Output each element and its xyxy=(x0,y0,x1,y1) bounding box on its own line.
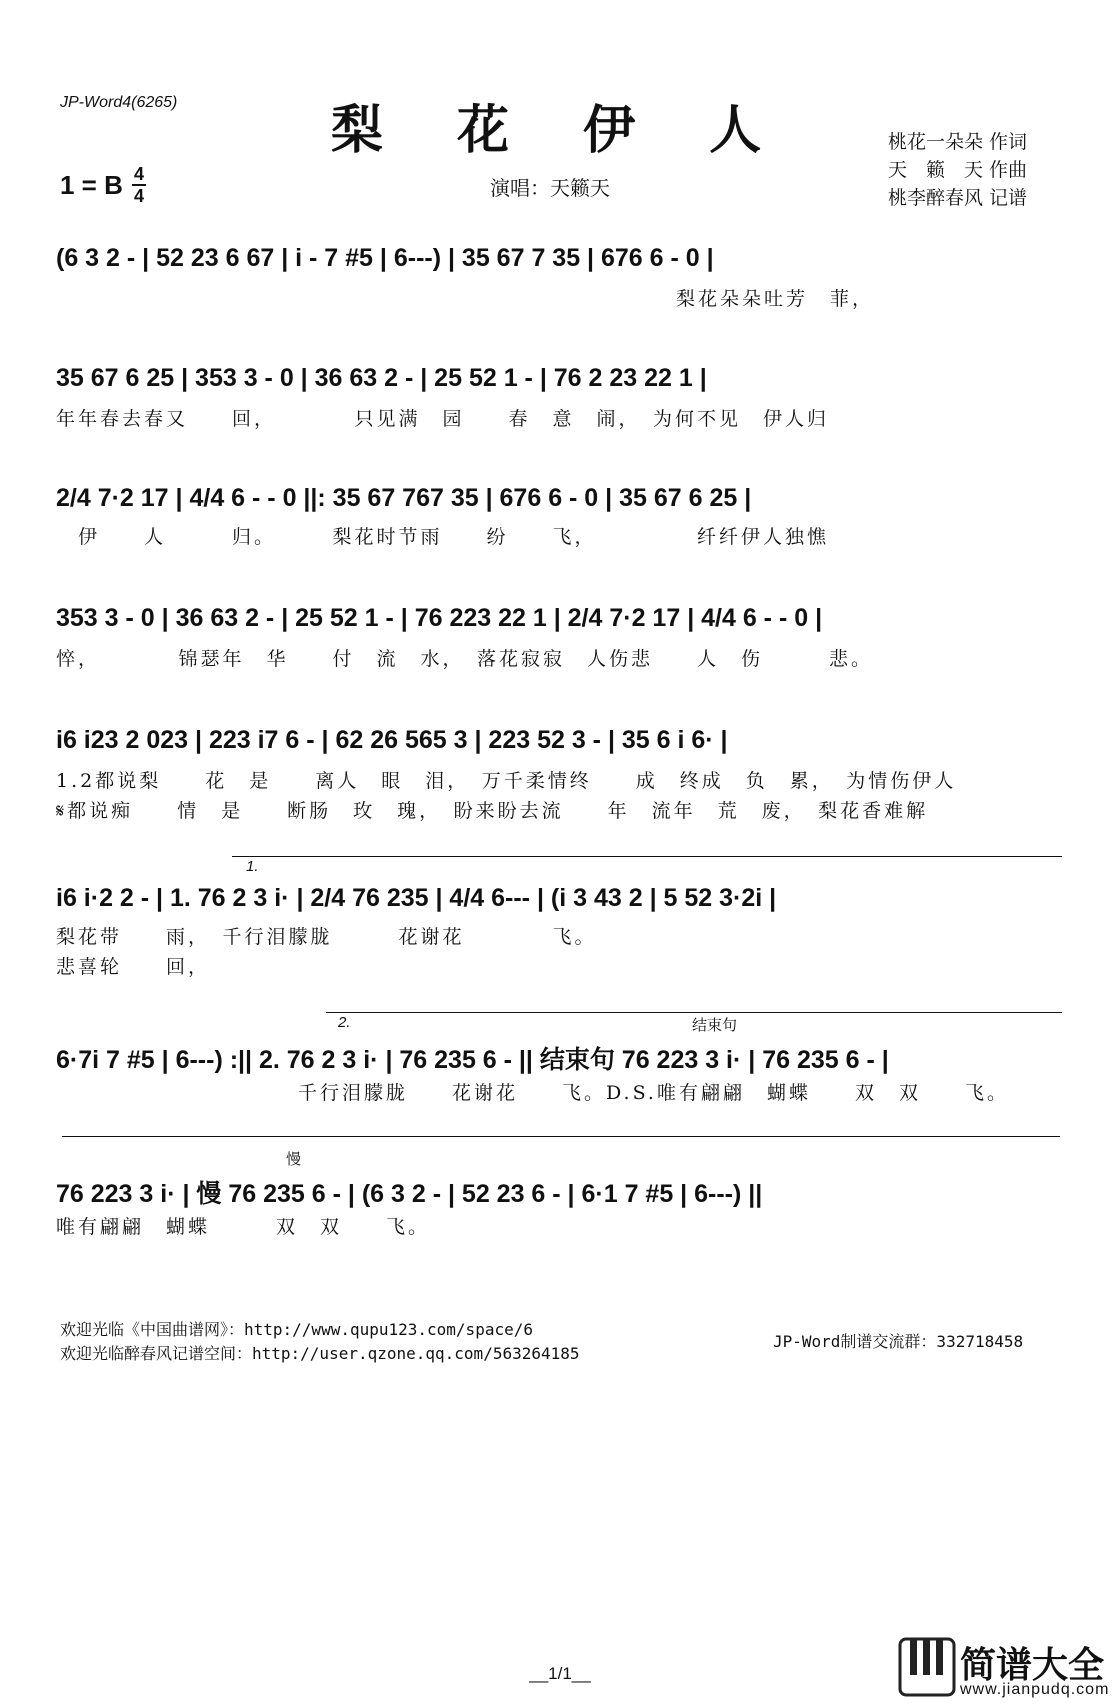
lyric-line-2: 年年春去春又 回， 只见满 园 春 意 闹， 为何不见 伊人归 xyxy=(56,408,830,430)
lyric-line-7: 千行泪朦胧 花谢花 飞。D.S.唯有翩翩 蝴蝶 双 双 飞。 xyxy=(56,1082,1009,1104)
lyric-line-3: 伊 人 归。 梨花时节雨 纷 飞， 纤纤伊人独憔 xyxy=(56,526,830,548)
page-number: __1/1__ xyxy=(529,1664,591,1683)
notation-line-2: 35 67 6 25 | 353 3 - 0 | 36 63 2 - | 25 52 1 - | 76 2 23 22 1 | xyxy=(56,364,707,392)
composer: 天 籁 天 作曲 xyxy=(888,159,1028,181)
brand-name: 简谱大全 xyxy=(960,1645,1105,1686)
footer-links xyxy=(60,1318,580,1366)
lyricist: 桃花一朵朵 作词 xyxy=(888,131,1028,153)
lyric-line-5a: 1.2都说梨 花 是 离人 眼 泪， 万千柔情终 成 终成 负 累， 为情伤伊人 xyxy=(56,770,957,792)
lyric-line-1: 梨花朵朵吐芳 菲， xyxy=(676,288,875,310)
coda-label: 结束句 xyxy=(692,1016,738,1034)
notation-line-8: 76 223 3 i· | 慢 76 235 6 - | (6 3 2 - | 52 23 6 - | 6·1 7 #5 | 6---) || xyxy=(56,1180,763,1208)
footer-line-2: 欢迎光临醉春风记谱空间：http://user.qzone.qq.com/563264185 xyxy=(60,1344,580,1363)
notation-line-7: 6·7i 7 #5 | 6---) :|| 2. 76 2 3 i· | 76 235 6 - || 结束句 76 223 3 i· | 76 235 6 - | xyxy=(56,1046,889,1074)
software-label: JP-Word4(6265) xyxy=(60,94,178,111)
volta-2-bracket xyxy=(326,1012,676,1013)
volta-1-label: 1. xyxy=(246,858,259,875)
key-signature: 1 = B xyxy=(60,170,123,200)
lyric-line-6b: 悲喜轮 回， xyxy=(56,956,211,978)
lyric-line-8: 唯有翩翩 蝴蝶 双 双 飞。 xyxy=(56,1216,431,1238)
volta-1-bracket xyxy=(232,856,1062,857)
group-number: JP-Word制谱交流群：332718458 xyxy=(773,1332,1024,1351)
site-logo xyxy=(898,1635,1118,1701)
notation-line-1: (6 3 2 - | 52 23 6 67 | i - 7 #5 | 6---) | 35 67 7 35 | 676 6 - 0 | xyxy=(56,244,714,272)
notation-line-4: 353 3 - 0 | 36 63 2 - | 25 52 1 - | 76 223 22 1 | 2/4 7·2 17 | 4/4 6 - - 0 | xyxy=(56,604,823,632)
lyric-line-6a: 梨花带 雨， 千行泪朦胧 花谢花 飞。 xyxy=(56,926,597,948)
time-signature xyxy=(132,164,146,206)
transcriber: 桃李醉春风 记谱 xyxy=(888,187,1028,209)
slow-mark: 慢 xyxy=(286,1150,302,1168)
coda-bracket xyxy=(676,1012,1062,1013)
credits xyxy=(888,128,1027,212)
notation-line-6: i6 i·2 2 - | 1. 76 2 3 i· | 2/4 76 235 | 4/4 6--- | (i 3 43 2 | 5 52 3·2i | xyxy=(56,884,777,912)
footer-line-1: 欢迎光临《中国曲谱网》：http://www.qupu123.com/space/6 xyxy=(60,1320,533,1339)
final-system-bracket xyxy=(62,1136,1060,1137)
time-numerator: 4 xyxy=(134,164,145,184)
piano-icon xyxy=(898,1635,956,1699)
brand-url: www.jianpudq.com xyxy=(960,1681,1110,1698)
singer: 演唱：天籁天 xyxy=(490,176,610,200)
volta-2-label: 2. xyxy=(338,1014,351,1031)
time-denominator: 4 xyxy=(134,186,145,206)
lyric-line-5b: 𝄋都说痴 情 是 断肠 玫 瑰， 盼来盼去流 年 流年 荒 废， 梨花香难解 xyxy=(56,800,929,822)
notation-line-5: i6 i23 2 023 | 223 i7 6 - | 62 26 565 3 | 223 52 3 - | 35 6 i 6· | xyxy=(56,726,728,754)
notation-line-3: 2/4 7·2 17 | 4/4 6 - - 0 ||: 35 67 767 35 | 676 6 - 0 | 35 67 6 25 | xyxy=(56,484,752,512)
song-title: 梨 花 伊 人 xyxy=(330,100,790,161)
lyric-line-4: 悴， 锦瑟年 华 付 流 水， 落花寂寂 人伤悲 人 伤 悲。 xyxy=(56,648,874,670)
